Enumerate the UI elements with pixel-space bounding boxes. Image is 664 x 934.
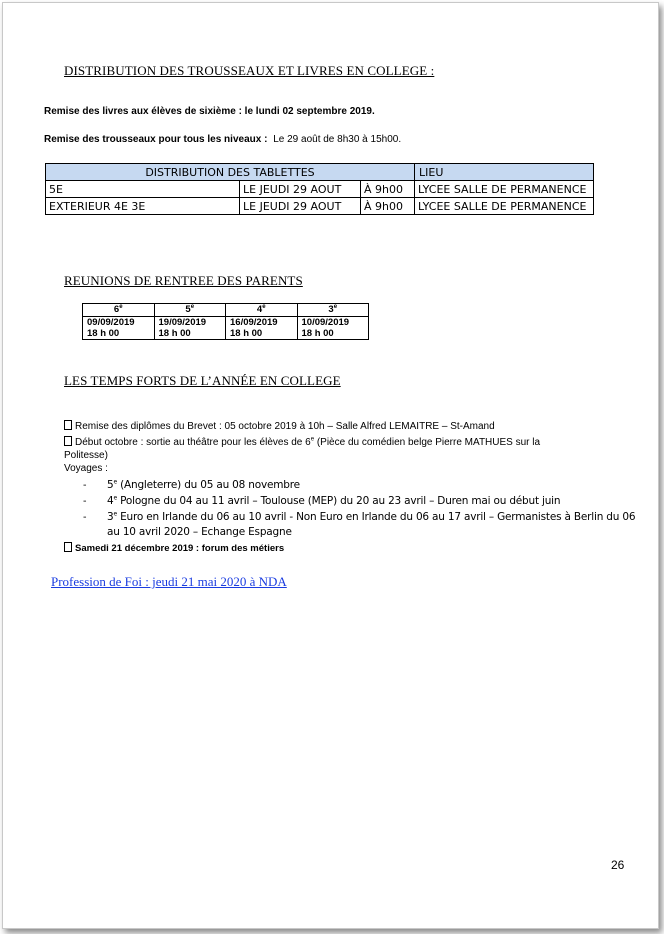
tablets-table <box>45 163 594 215</box>
kits-label: Remise des trousseaux pour tous les niveaux : <box>44 134 268 145</box>
level-header: 3e <box>297 304 369 317</box>
theatre-item-cont: Politesse) <box>64 450 108 461</box>
level-header: 4e <box>226 304 298 317</box>
tablets-lieu-header: LIEU <box>415 164 594 181</box>
highlights-heading: LES TEMPS FORTS DE L’ANNÉE EN COLLEGE <box>64 373 341 388</box>
voyage-item: 3e Euro en Irlande du 06 au 10 avril - Non Euro en Irlande du 06 au 17 avril – Germanistes à Berlin du 06 <box>107 510 636 523</box>
meeting-cell: 09/09/2019 18 h 00 <box>83 317 155 340</box>
brevet-item <box>64 420 495 432</box>
table-cell: LYCEE SALLE DE PERMANENCE <box>415 198 594 215</box>
page-number: 26 <box>611 858 625 872</box>
document-page <box>2 2 659 929</box>
meeting-cell: 10/09/2019 18 h 00 <box>297 317 369 340</box>
table-cell: À 9h00 <box>361 181 415 198</box>
voyage-item-cont: au 10 avril 2020 – Echange Espagne <box>107 526 292 538</box>
tablets-header-cell: DISTRIBUTION DES TABLETTES <box>46 164 415 181</box>
parents-header-row <box>83 304 369 317</box>
forum-item: Samedi 21 décembre 2019 : forum des métiers <box>64 542 284 554</box>
level-header: 5e <box>154 304 226 317</box>
checkbox-icon <box>64 420 72 430</box>
meeting-cell: 16/09/2019 18 h 00 <box>226 317 298 340</box>
table-row <box>46 198 594 215</box>
kits-value: Le 29 août de 8h30 à 15h00. <box>273 134 402 145</box>
brevet-text: Remise des diplômes du Brevet : 05 octobre 2019 à 10h – Salle Alfred LEMAITRE – St-Amand <box>75 421 495 432</box>
bullet-dash: - <box>83 511 87 523</box>
meeting-cell: 19/09/2019 18 h 00 <box>154 317 226 340</box>
voyages-label: Voyages : <box>64 463 108 474</box>
table-cell: LYCEE SALLE DE PERMANENCE <box>415 181 594 198</box>
tablets-header-row <box>46 164 594 181</box>
bullet-dash: - <box>83 479 87 491</box>
table-row <box>46 181 594 198</box>
parents-date-row <box>83 317 369 340</box>
table-cell: LE JEUDI 29 AOUT <box>240 181 361 198</box>
level-header: 6e <box>83 304 155 317</box>
kits-line <box>44 134 401 145</box>
checkbox-icon <box>64 436 72 446</box>
books-line: Remise des livres aux élèves de sixième : le lundi 02 septembre 2019. <box>44 106 375 117</box>
voyage-item: 4e Pologne du 04 au 11 avril – Toulouse (MEP) du 20 au 23 avril – Duren mai ou début juin <box>107 494 561 507</box>
voyage-item: 5e (Angleterre) du 05 au 08 novembre <box>107 478 300 491</box>
distribution-heading: DISTRIBUTION DES TROUSSEAUX ET LIVRES EN COLLEGE : <box>64 63 435 78</box>
bullet-dash: - <box>83 495 87 507</box>
table-cell: LE JEUDI 29 AOUT <box>240 198 361 215</box>
profession-de-foi-link[interactable]: Profession de Foi : jeudi 21 mai 2020 à NDA <box>51 574 287 589</box>
table-cell: 5E <box>46 181 240 198</box>
table-cell: EXTERIEUR 4E 3E <box>46 198 240 215</box>
table-cell: À 9h00 <box>361 198 415 215</box>
parents-heading: REUNIONS DE RENTREE DES PARENTS <box>64 273 303 288</box>
theatre-item: Début octobre : sortie au théâtre pour les élèves de 6e (Pièce du comédien belge Pierre MATHUES sur la <box>64 436 540 448</box>
checkbox-icon <box>64 542 72 552</box>
parents-table <box>82 303 369 340</box>
